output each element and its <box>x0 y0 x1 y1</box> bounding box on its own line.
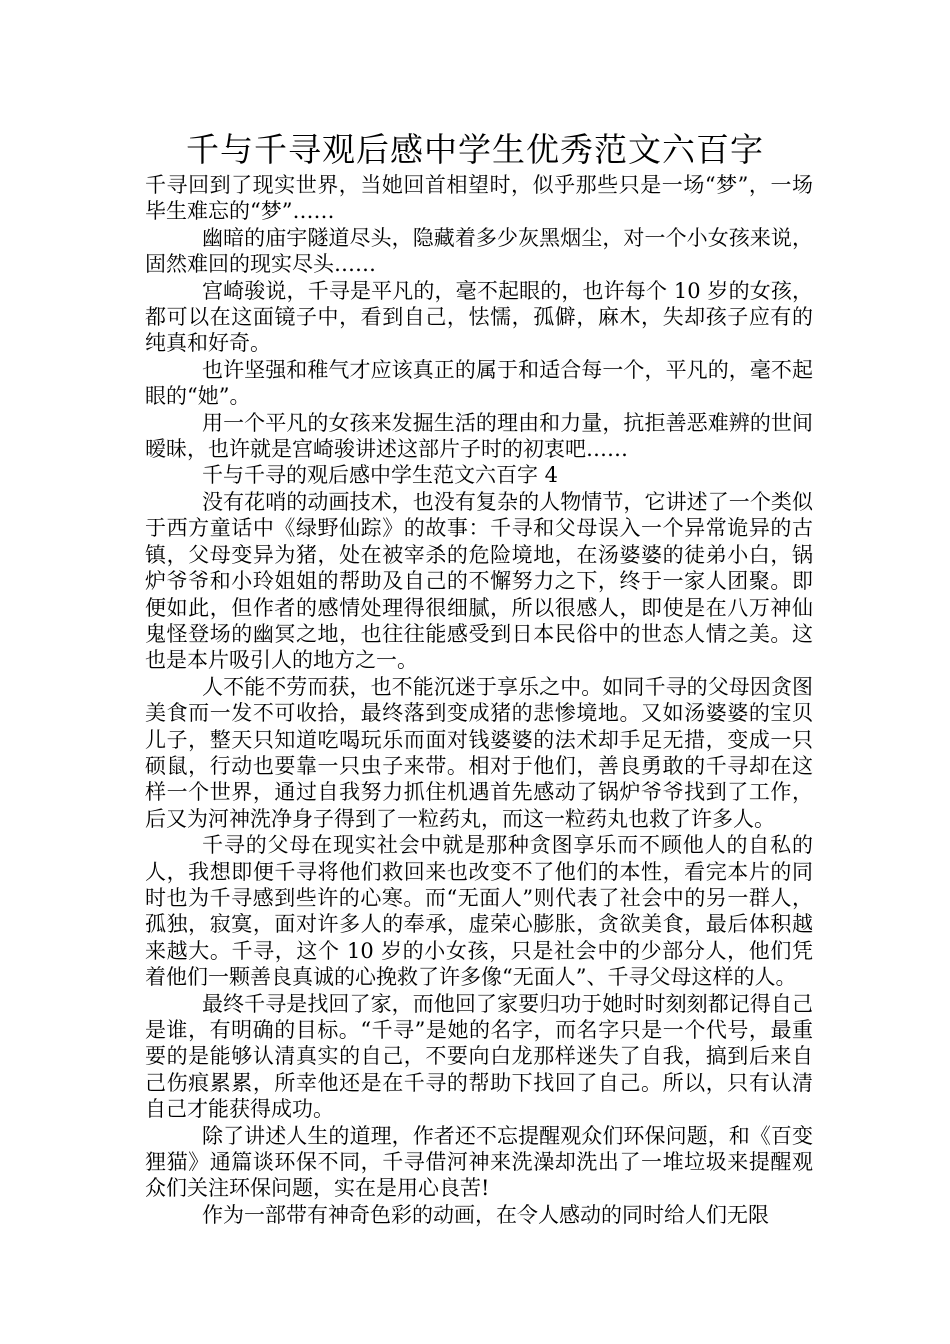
document-title: 千与千寻观后感中学生优秀范文六百字 <box>186 130 764 169</box>
paragraph-2: 幽暗的庙宇隧道尽头，隐藏着多少灰黑烟尘，对一个小女孩来说，固然难回的现实尽头…… <box>145 225 813 277</box>
paragraph-12: 作为一部带有神奇色彩的动画，在令人感动的同时给人们无限 <box>202 1202 769 1227</box>
paragraph-9: 千寻的父母在现实社会中就是那种贪图享乐而不顾他人的自私的人，我想即便千寻将他们救回来也改变不了他们的本性，看完本片的同时也为千寻感到些许的心寒。而“无面人”则代表了社会中的另一群人，孤独，寂寞，面对许多人的奉承，虚荣心膨胀，贪欲美食，最后体积越来越大。千寻，这个 10 岁的小女孩，只是社会中的少部分人，他们凭着他们一颗善良真诚的心挽救了许多像“无面人”、千寻父母这样的人。 <box>145 833 813 990</box>
paragraph-10: 最终千寻是找回了家，而他回了家要归功于她时时刻刻都记得自己是谁，有明确的目标。“千寻”是她的名字，而名字只是一个代号，最重要的是能够认清真实的自己，不要向白龙那样迷失了自我，搞到后来自己伤痕累累，所幸他还是在千寻的帮助下找回了自己。所以，只有认清自己才能获得成功。 <box>145 991 813 1122</box>
document-body <box>145 172 813 1228</box>
section-heading: 千与千寻的观后感中学生范文六百字 4 <box>202 463 559 488</box>
paragraph-11: 除了讲述人生的道理，作者还不忘提醒观众们环保问题，和《百变狸猫》通篇谈环保不同，千寻借河神来洗澡却洗出了一堆垃圾来提醒观众们关注环保问题，实在是用心良苦! <box>145 1123 813 1201</box>
paragraph-7: 没有花哨的动画技术，也没有复杂的人物情节，它讲述了一个类似于西方童话中《绿野仙踪》的故事：千寻和父母误入一个异常诡异的古镇，父母变异为猪，处在被宰杀的危险境地，在汤婆婆的徒弟小白，锅炉爷爷和小玲姐姐的帮助及自己的不懈努力之下，终于一家人团聚。即便如此，但作者的感情处理得很细腻，所以很感人，即使是在八万神仙鬼怪登场的幽冥之地，也往往能感受到日本民俗中的世态人情之美。这也是本片吸引人的地方之一。 <box>145 489 813 673</box>
paragraph-1: 千寻回到了现实世界，当她回首相望时，似乎那些只是一场“梦”，一场毕生难忘的“梦”…… <box>145 173 813 224</box>
paragraph-3: 宫崎骏说，千寻是平凡的，毫不起眼的，也许每个 10 岁的女孩，都可以在这面镜子中，看到自己，怯懦，孤僻，麻木，失却孩子应有的纯真和好奇。 <box>145 278 813 356</box>
paragraph-8: 人不能不劳而获，也不能沉迷于享乐之中。如同千寻的父母因贪图美食而一发不可收拾，最终落到变成猪的悲惨境地。又如汤婆婆的宝贝儿子，整天只知道吃喝玩乐而面对钱婆婆的法术却手足无措，变成一只硕鼠，行动也要靠一只虫子来带。相对于他们，善良勇敢的千寻却在这样一个世界，通过自我努力抓住机遇首先感动了锅炉爷爷找到了工作，后又为河神洗净身子得到了一粒药丸，而这一粒药丸也救了许多人。 <box>145 674 813 831</box>
paragraph-4: 也许坚强和稚气才应该真正的属于和适合每一个，平凡的，毫不起眼的“她”。 <box>145 357 813 409</box>
paragraph-5: 用一个平凡的女孩来发掘生活的理由和力量，抗拒善恶难辨的世间暧昧，也许就是宫崎骏讲述这部片子时的初衷吧…… <box>145 410 813 462</box>
